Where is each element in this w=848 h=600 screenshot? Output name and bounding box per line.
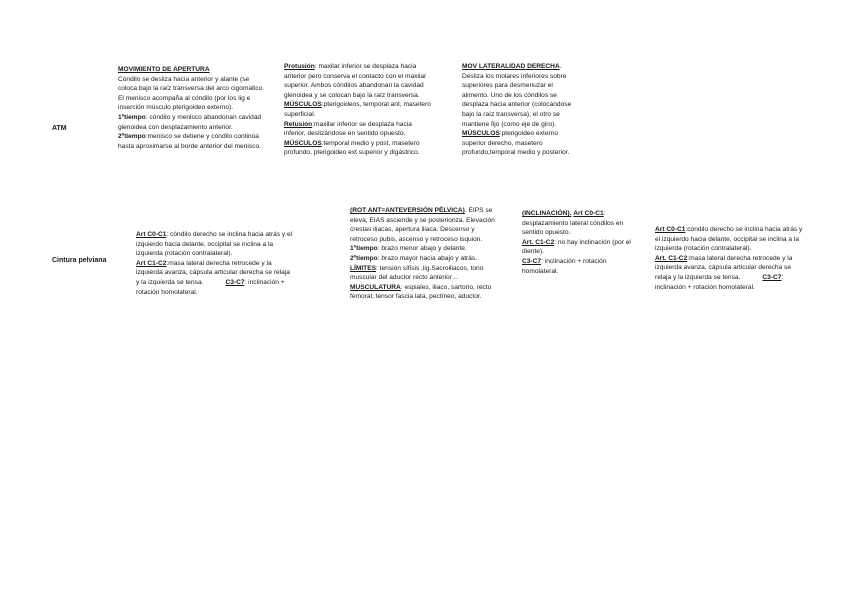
anteversion-t2-text: : brazo mayor hacia abajo y atrás. bbox=[377, 254, 478, 262]
extra-a3-label: C3-C7 bbox=[762, 273, 782, 281]
atm-lateralidad-cell bbox=[462, 62, 574, 158]
inclinacion-a3-label: C3-C7 bbox=[522, 257, 542, 265]
apertura-t1-label: 1ºtiempo bbox=[118, 113, 146, 121]
extra-a2-label: Art. C1-C2 bbox=[655, 254, 688, 262]
lateralidad-text: Desliza los molares inferiores sobre superiores para desmenuzar el alimento. Uno de los cóndilos se desplaza hacia anterior (colocándose bajo la raíz transversa), el otro se mantiene fijo (como eje de giro). bbox=[462, 72, 572, 128]
lateralidad-muscles-text: :pterigoideo externo superior derecho, masetero profundo,temporal medio y posterior. bbox=[462, 130, 570, 157]
apertura-t1-text: : cóndilo y menisco abandonan cavidad glenoidea con desplazamiento anterior. bbox=[118, 113, 262, 131]
rotacion-a2-text: :masa lateral derecha retrocede y la izquierda avanza, cápsula articular derecha se relaja y la izquierda se tensa. bbox=[136, 259, 290, 286]
anteversion-t2-label: 2ºtiempo bbox=[350, 254, 378, 262]
apertura-text: Cóndilo se desliza hacia anterior y alante (se coloca bajo la raíz transversa del arco cigomatico. El menisco acompaña al cóndilo (por los lig e inserción músculo pterigoideo externo). bbox=[118, 75, 265, 112]
rotacion-a1-text: : cóndilo derecho se inclina hacia atrás y el izquierdo hacia delante, occipital se inclina a la izquierda (rotación contralateral). bbox=[136, 231, 293, 258]
protrusion-muscles-text: :pterigoideos, temporal ant, masetero superficial. bbox=[284, 101, 431, 118]
atm-protrusion-cell bbox=[284, 62, 434, 158]
retrusion-text: :maxilar inferior se desplaza hacia inferior, deslizándose en sentido opuesto. bbox=[284, 120, 412, 138]
atm-apertura-cell bbox=[118, 65, 268, 151]
apertura-t2-text: :menisco se detiene y cóndilo continúa hasta aproximarse al borde anterior del menisco. bbox=[118, 133, 261, 150]
pelviana-anteversion-cell bbox=[350, 206, 496, 302]
protrusion-text: : maxilar inferior se desplaza hacia anterior pero conserva el contacto con el maxilar superior. Ambos cóndilos abandonan la cavidad glenoidea y se colocan bajo la raíz transversa. bbox=[284, 63, 427, 99]
row-label-atm: ATM bbox=[52, 125, 67, 132]
lateralidad-heading-end: . bbox=[559, 63, 562, 70]
inclinacion-heading: (INCLINACIÓN). bbox=[522, 210, 572, 217]
retrusion-muscles-text: :temporal medio y post, masetero profundo, pterigoideo ext superior y digástrico. bbox=[284, 139, 420, 157]
anteversion-limits-text: : tensión sífisis ,lig.Sacroiliacos, tono muscular del aductor recto anterior… bbox=[350, 264, 484, 282]
lateralidad-heading: MOV LATERALIDAD DERECHA bbox=[462, 63, 560, 70]
anteversion-heading-text: . EIPS se eleva, EIAS asciende y se posterioriza. Elevación crestas iliacas, apertura iliaca. Descenso y retroceso pubis, ascenso y retroceso isquion. bbox=[350, 207, 495, 243]
extra-a3-text: : inclinación + rotación homolateral. bbox=[655, 273, 784, 291]
anteversion-limits-label: LÍMITES bbox=[350, 264, 377, 272]
pelviana-extra-cell bbox=[655, 225, 805, 292]
anteversion-t1-text: : brazo menor abajo y delante. bbox=[377, 245, 467, 253]
inclinacion-a2-label: Art. C1-C2 bbox=[522, 238, 555, 246]
extra-a2-text: :masa lateral derecha retrocede y la izquierda avanza, cápsula articular derecha se relaja y la izquierda se tensa. bbox=[655, 254, 793, 281]
inclinacion-a1-text: : desplazamiento lateral cóndilos en sentido opuesto. bbox=[522, 210, 624, 237]
inclinacion-a1-label: Art C0-C1 bbox=[573, 210, 604, 217]
anteversion-t1-label: 1ºtiempo bbox=[350, 245, 378, 253]
apertura-t2-label: 2ºtiempo bbox=[118, 133, 146, 141]
apertura-heading: MOVIMIENTO DE APERTURA bbox=[118, 66, 210, 73]
pelviana-rotacion-cell bbox=[136, 230, 294, 297]
inclinacion-a2-text: : no hay inclinación (por el diente). bbox=[522, 238, 631, 256]
protrusion-label: Protusión bbox=[284, 63, 315, 70]
rotacion-a3-label: C3-C7 bbox=[225, 278, 245, 286]
inclinacion-a3-text: : inclinación + rotación homolateral. bbox=[522, 257, 607, 275]
row-label-cintura-pelviana: Cintura pelviana bbox=[52, 257, 107, 264]
rotacion-a2-label: Art C1-C2 bbox=[136, 259, 167, 267]
pelviana-inclinacion-cell bbox=[522, 209, 634, 276]
retrusion-muscles-label: MÚSCULOS bbox=[284, 139, 322, 147]
anteversion-heading: (ROT ANT=ANTEVERSIÓN PÉLVICA) bbox=[350, 207, 465, 214]
protrusion-muscles-label: MÚSCULOS bbox=[284, 101, 322, 109]
anteversion-musc-label: MUSCULATURA bbox=[350, 283, 401, 291]
retrusion-label: Retusión bbox=[284, 120, 313, 128]
extra-a1-label: Art C0-C1 bbox=[655, 226, 686, 233]
rotacion-a3-text: : inclinación + rotación homolateral. bbox=[136, 278, 285, 296]
extra-a1-text: :cóndilo derecho se inclina hacia atrás y el izquierdo hacia delante, occipital se inclina a la izquierda (rotación contralateral). bbox=[655, 226, 803, 253]
lateralidad-muscles-label: MÚSCULOS bbox=[462, 130, 500, 138]
anteversion-musc-text: : espiales, iliaco, sartorio, recto femoral, tensor fascia lata, pectíneo, aductor. bbox=[350, 283, 492, 301]
rotacion-a1-label: Art C0-C1 bbox=[136, 231, 167, 238]
